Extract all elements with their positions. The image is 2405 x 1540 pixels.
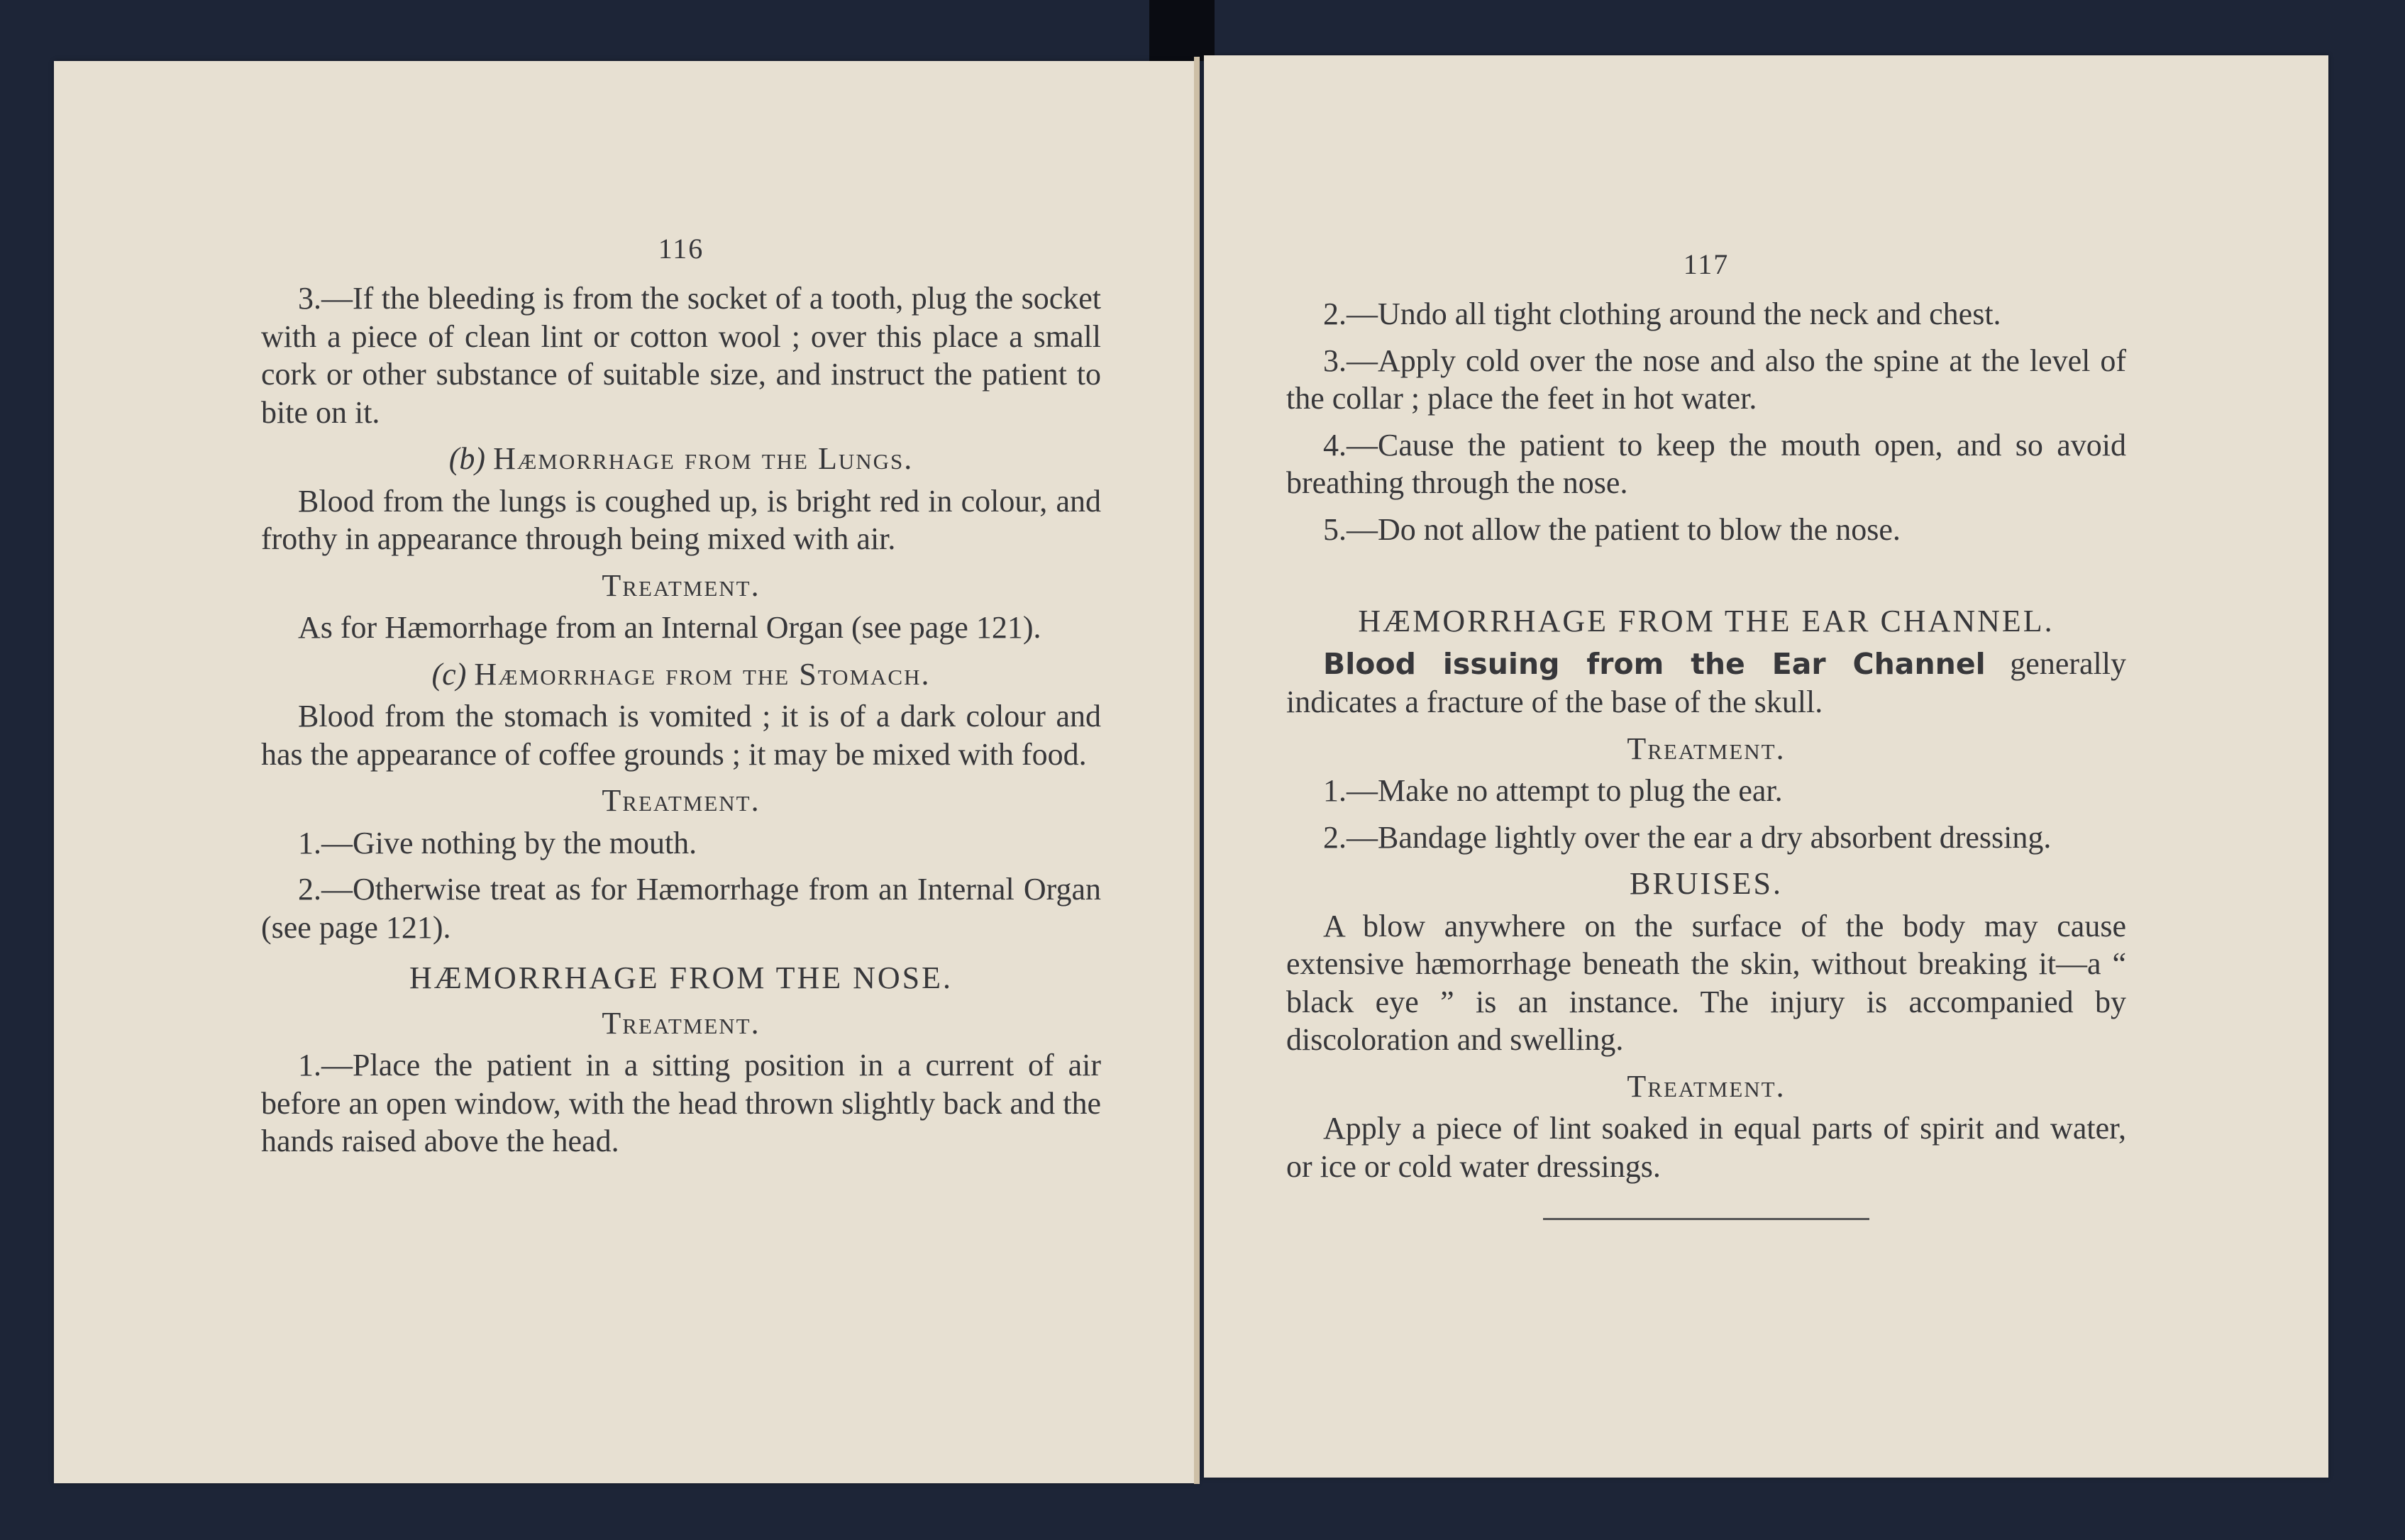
heading-stomach-label: (c) [431,656,467,692]
ear-item-2: 2.—Bandage lightly over the ear a dry absorbent dressing. [1323,819,2052,855]
left-page [54,61,1198,1483]
book-spine [1194,57,1200,1484]
heading-nose: HÆMORRHAGE FROM THE NOSE. [409,960,953,995]
left-page-text [261,231,1101,1169]
page-number-left: 116 [658,233,704,265]
stomach-item-2: 2.—Otherwise treat as for Hæmorrhage from an Internal Organ (see page 121). [261,872,1101,945]
nose-item-3: 3.—Apply cold over the nose and also the spine at the level of the collar ; place the feet in hot water. [1286,343,2126,416]
paragraph-bruises-treatment: Apply a piece of lint soaked in equal parts of spirit and water, or ice or cold water dressings. [1286,1111,2126,1184]
nose-item-4: 4.—Cause the patient to keep the mouth open, and so avoid breathing through the nose. [1286,427,2126,500]
right-page [1204,55,2328,1478]
heading-stomach [261,655,1101,694]
gutter-shadow [1149,0,1215,61]
nose-item-1: 1.—Place the patient in a sitting position in a current of air before an open window, with the head thrown slightly back and the hands raised above the head. [261,1048,1101,1158]
nose-item-2: 2.—Undo all tight clothing around the neck and chest. [1323,297,2001,331]
heading-lungs-title: Hæmorrhage from the Lungs. [493,441,914,476]
paragraph-tooth: 3.—If the bleeding is from the socket of a tooth, plug the socket with a piece of clean lint or cotton wool ; over this place a small cork or other substance of suitable size, and instruct the patient to bite on it. [261,281,1101,430]
heading-lungs [261,440,1101,478]
paragraph-treatment-lungs: As for Hæmorrhage from an Internal Organ (see page 121). [298,610,1041,645]
treatment-heading-5: Treatment. [1627,1068,1786,1104]
end-rule [1543,1218,1869,1220]
page-number-right: 117 [1683,248,1730,280]
heading-lungs-label: (b) [448,441,486,476]
paragraph-stomach: Blood from the stomach is vomited ; it is of a dark colour and has the appearance of coffee grounds ; it may be mixed with food. [261,699,1101,772]
heading-bruises: BRUISES. [1630,866,1783,901]
heading-stomach-title: Hæmorrhage from the Stomach. [474,656,931,692]
treatment-heading-3: Treatment. [602,1005,761,1041]
paragraph-lungs: Blood from the lungs is coughed up, is bright red in colour, and frothy in appearance through being mixed with air. [261,483,1101,556]
paragraph-bruises: A blow anywhere on the surface of the body may cause extensive hæmorrhage beneath the skin, without breaking it—a “ black eye ” is an instance. The injury is accompanied by discoloration and swelling. [1286,908,2126,1057]
paragraph-ear [1286,645,2126,721]
ear-bold-lead: Blood issuing from the Ear Channel [1323,646,1986,681]
treatment-heading-1: Treatment. [602,567,761,603]
section-gap [1286,557,2126,595]
ear-text: generally indicates a fracture of the base of the skull. [1286,646,2126,719]
ear-item-1: 1.—Make no attempt to plug the ear. [1323,773,1783,808]
right-page-text [1286,247,2126,1220]
nose-item-5: 5.—Do not allow the patient to blow the nose. [1323,511,1901,547]
treatment-heading-2: Treatment. [602,783,761,818]
stomach-item-1: 1.—Give nothing by the mouth. [298,825,697,860]
treatment-heading-4: Treatment. [1627,731,1786,766]
heading-ear: HÆMORRHAGE FROM THE EAR CHANNEL. [1358,604,2055,638]
